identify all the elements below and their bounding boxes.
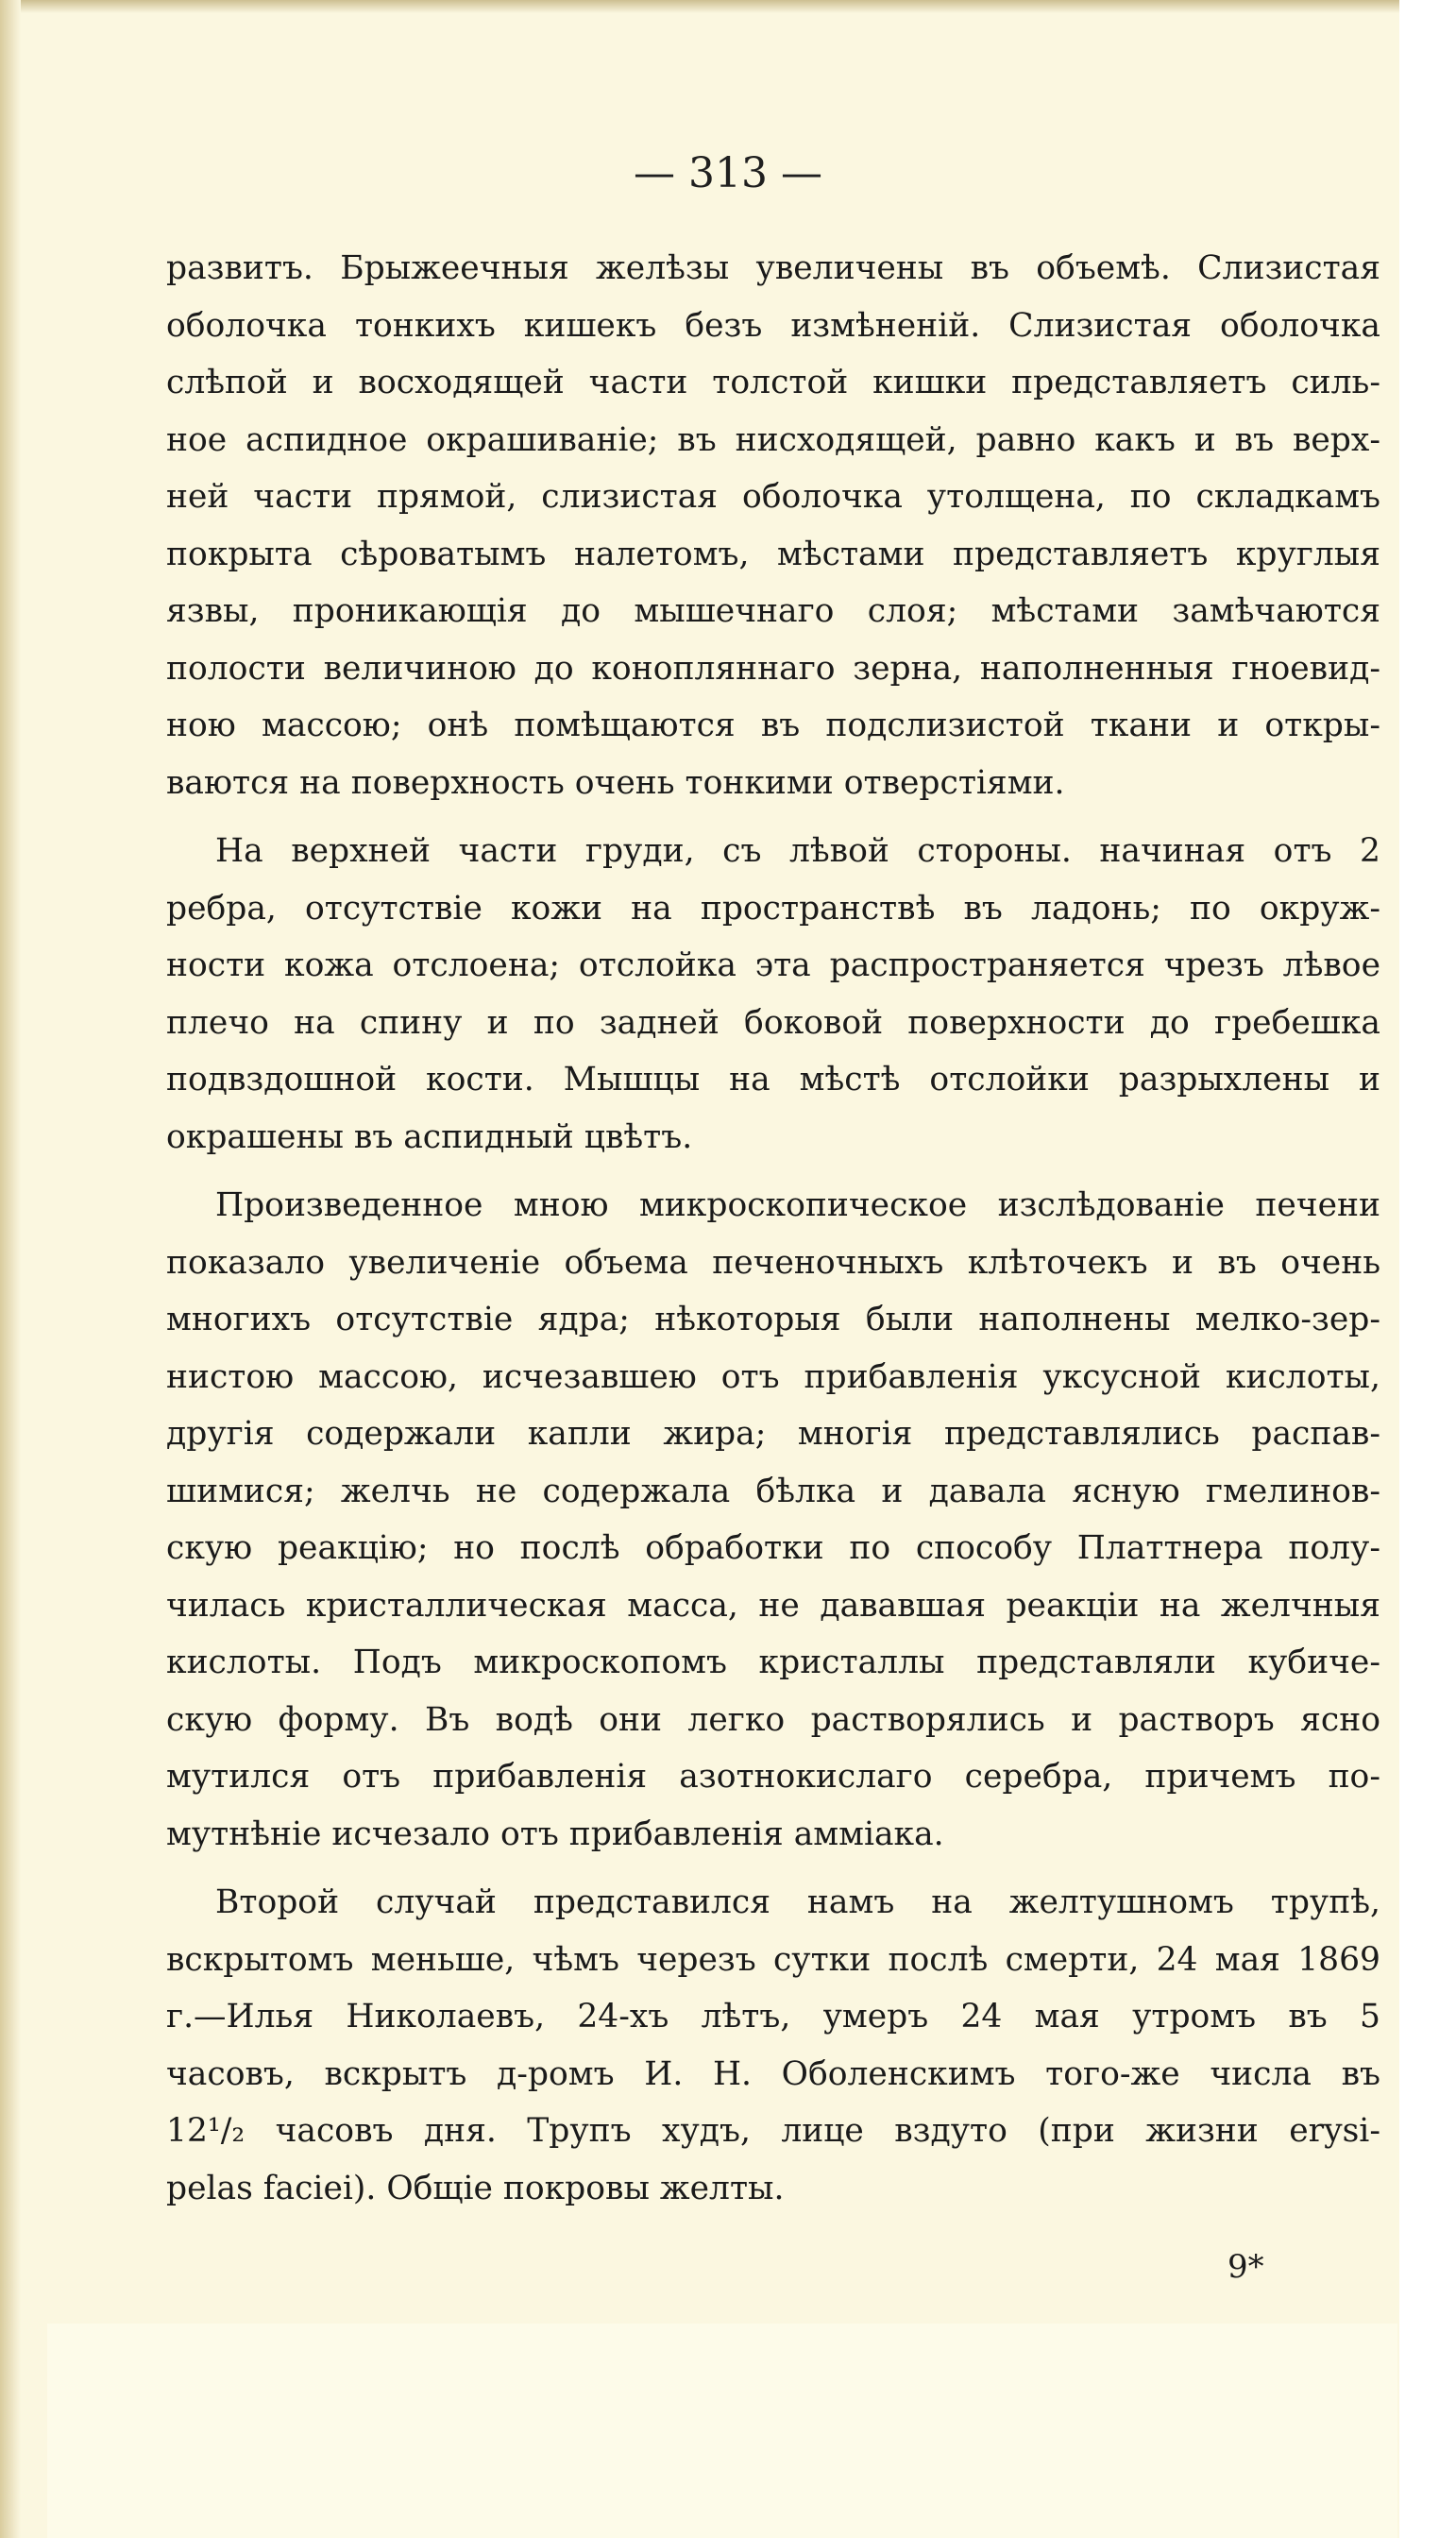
paragraph-4 xyxy=(166,1874,1380,2217)
text-line: шимися; желчь не содержала бѣлка и давала ясную гмелинов- xyxy=(166,1472,1380,1510)
text-line: На верхней части груди, съ лѣвой стороны. начиная отъ 2 xyxy=(215,832,1380,870)
text-line: ное аспидное окрашиваніе; въ нисходящей, равно какъ и въ верх- xyxy=(166,420,1380,459)
text-line: скую реакцію; но послѣ обработки по способу Платтнера полу- xyxy=(166,1529,1380,1567)
text-line: Второй случай представился намъ на желтушномъ трупѣ, xyxy=(215,1883,1380,1921)
text-line: развитъ. Брыжеечныя желѣзы увеличены въ объемѣ. Слизистая xyxy=(166,249,1380,287)
text-line: ности кожа отслоена; отслойка эта распространяется чрезъ лѣвое xyxy=(166,946,1380,984)
page-right-margin xyxy=(1399,0,1456,2538)
text-line: плечо на спину и по задней боковой поверхности до гребешка xyxy=(166,1003,1380,1042)
paragraph-3 xyxy=(166,1177,1380,1863)
text-line: полости величиною до конопляннаго зерна, наполненныя гноевид- xyxy=(166,649,1380,688)
page-number: — 313 — xyxy=(634,149,822,197)
text-line: pelas faciei). Общіе покровы желты. xyxy=(166,2169,785,2207)
text-line: покрыта сѣроватымъ налетомъ, мѣстами представляетъ круглыя xyxy=(166,535,1380,573)
paragraph-1 xyxy=(166,240,1380,811)
text-line: мутнѣніе исчезало отъ прибавленія амміака. xyxy=(166,1814,944,1853)
text-line: часовъ, вскрытъ д-ромъ И. Н. Оболенскимъ того-же числа въ xyxy=(166,2054,1380,2093)
text-line: слѣпой и восходящей части толстой кишки представляетъ силь- xyxy=(166,364,1380,401)
paragraph-2 xyxy=(166,823,1380,1166)
text-line: чилась кристаллическая масса, не дававшая реакціи на желчныя xyxy=(166,1586,1380,1625)
printer-signature-mark: 9* xyxy=(1227,2248,1264,2286)
text-line: нистою массою, исчезавшею отъ прибавленія уксусной кислоты, xyxy=(166,1357,1380,1396)
text-line: другія содержали капли жира; многія представлялись распав- xyxy=(166,1415,1380,1453)
text-line: вскрытомъ меньше, чѣмъ черезъ сутки послѣ смерти, 24 мая 1869 xyxy=(166,1940,1380,1979)
page-bottom-area xyxy=(47,2324,1397,2538)
text-line: подвздошной кости. Мышцы на мѣстѣ отслойки разрыхлены и xyxy=(166,1061,1380,1099)
page-binding-shadow xyxy=(0,0,21,2538)
text-line: многихъ отсутствіе ядра; нѣкоторыя были наполнены мелко-зер- xyxy=(166,1301,1380,1338)
text-line: мутился отъ прибавленія азотнокислаго серебра, причемъ по- xyxy=(166,1758,1380,1796)
text-line: Произведенное мною микроскопическое изслѣдованіе печени xyxy=(215,1186,1380,1224)
text-line: показало увеличеніе объема печеночныхъ клѣточекъ и въ очень xyxy=(166,1243,1380,1282)
text-line: кислоты. Подъ микроскопомъ кристаллы представляли кубиче- xyxy=(166,1644,1380,1681)
text-line: окрашены въ аспидный цвѣтъ. xyxy=(166,1117,693,1156)
text-line: г.—Илья Николаевъ, 24-хъ лѣтъ, умеръ 24 мая утромъ въ 5 xyxy=(166,1998,1380,2036)
text-line: скую форму. Въ водѣ они легко растворялись и растворъ ясно xyxy=(166,1700,1380,1739)
text-line: 12¹/₂ часовъ дня. Трупъ худъ, лице вздуто (при жизни erysi- xyxy=(166,2112,1380,2150)
text-line: оболочка тонкихъ кишекъ безъ измѣненій. Слизистая оболочка xyxy=(166,306,1380,345)
text-line: ней части прямой, слизистая оболочка утолщена, по складкамъ xyxy=(166,478,1380,516)
text-line: ваются на поверхность очень тонкими отверстіями. xyxy=(166,763,1065,802)
page-top-shadow xyxy=(0,0,1456,13)
text-line: язвы, проникающія до мышечнаго слоя; мѣстами замѣчаются xyxy=(166,592,1380,630)
text-line: ребра, отсутствіе кожи на пространствѣ въ ладонь; по окруж- xyxy=(166,889,1380,928)
text-line: ною массою; онѣ помѣщаются въ подслизистой ткани и откры- xyxy=(166,707,1380,744)
body-text xyxy=(166,240,1380,2228)
